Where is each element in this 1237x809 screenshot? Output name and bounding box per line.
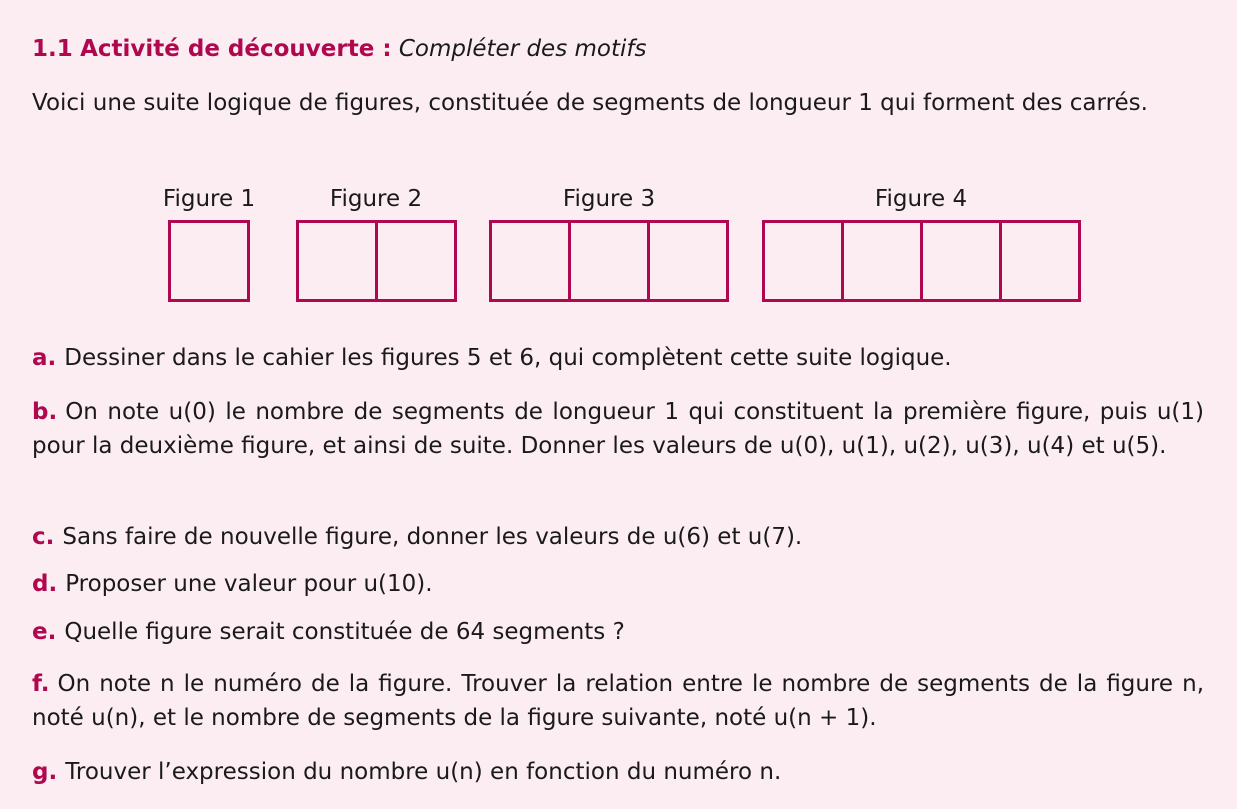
section-title <box>32 34 646 64</box>
question-b <box>32 395 1204 463</box>
question-g <box>32 755 1204 789</box>
question-letter: b. <box>32 399 58 425</box>
square <box>378 220 457 302</box>
square <box>923 220 1002 302</box>
figure-3 <box>489 220 729 302</box>
figure-2-label: Figure 2 <box>329 186 423 212</box>
square <box>844 220 923 302</box>
section-subtitle: Compléter des motifs <box>398 36 647 62</box>
question-c <box>32 520 1204 554</box>
question-d <box>32 567 1204 601</box>
question-text: Trouver l’expression du nombre u(n) en fonction du numéro n. <box>65 759 782 785</box>
figure-3-label: Figure 3 <box>562 186 656 212</box>
figure-4-label: Figure 4 <box>874 186 968 212</box>
square <box>762 220 844 302</box>
question-letter: c. <box>32 524 55 550</box>
square <box>571 220 650 302</box>
question-f <box>32 667 1204 735</box>
question-text: On note n le numéro de la figure. Trouver la relation entre le nombre de segments de la figure n, noté u(n), et le nombre de segments de la figure suivante, noté u(n + 1). <box>32 671 1204 731</box>
question-letter: d. <box>32 571 58 597</box>
square <box>296 220 378 302</box>
question-e <box>32 615 1204 649</box>
section-number: 1.1 <box>32 36 73 62</box>
question-text: On note u(0) le nombre de segments de longueur 1 qui constituent la première figure, puis u(1) pour la deuxième figure, et ainsi de suite. Donner les valeurs de u(0), u(1), u(2), u(3), u(4) et u(5). <box>32 399 1204 459</box>
square <box>650 220 729 302</box>
figure-2 <box>296 220 457 302</box>
question-text: Sans faire de nouvelle figure, donner les valeurs de u(6) et u(7). <box>62 524 803 550</box>
figure-1-label: Figure 1 <box>162 186 256 212</box>
question-letter: g. <box>32 759 58 785</box>
question-letter: e. <box>32 619 57 645</box>
question-letter: f. <box>32 671 50 697</box>
question-letter: a. <box>32 345 57 371</box>
figure-4 <box>762 220 1081 302</box>
square <box>489 220 571 302</box>
question-a <box>32 341 1204 375</box>
question-text: Dessiner dans le cahier les figures 5 et 6, qui complètent cette suite logique. <box>64 345 952 371</box>
question-text: Quelle figure serait constituée de 64 segments ? <box>64 619 625 645</box>
square <box>1002 220 1081 302</box>
intro-paragraph: Voici une suite logique de figures, constituée de segments de longueur 1 qui forment des carrés. <box>32 90 1148 116</box>
question-text: Proposer une valeur pour u(10). <box>65 571 433 597</box>
square <box>168 220 250 302</box>
figure-1 <box>168 220 250 302</box>
section-name: Activité de découverte : <box>80 36 392 62</box>
